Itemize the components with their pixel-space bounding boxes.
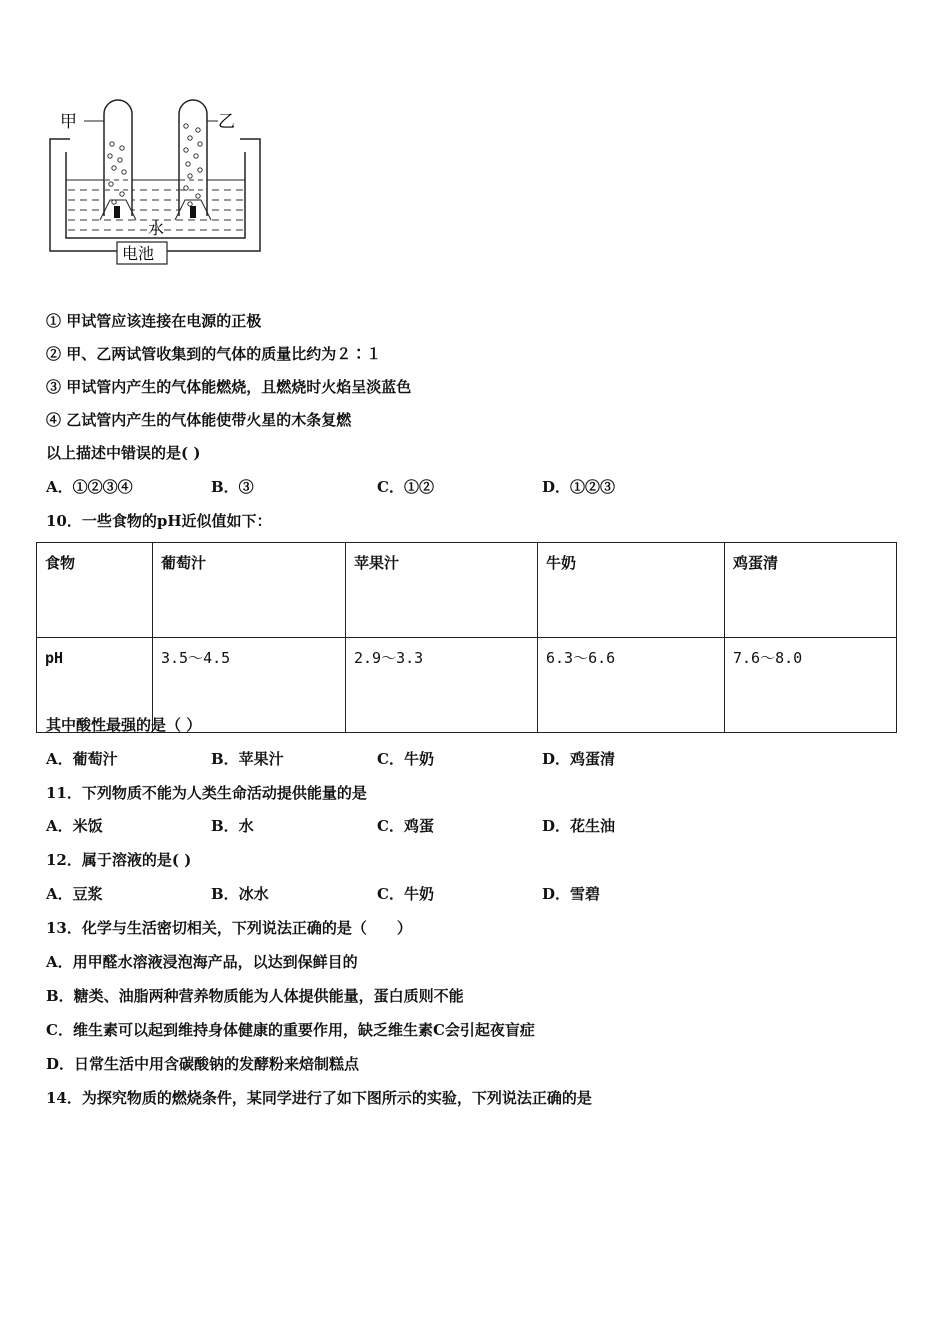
q10-option-b: B．苹果汁 [211, 750, 284, 768]
table-cell: 2.9～3.3 [346, 638, 538, 733]
test-tube-yi [179, 100, 207, 216]
table-cell: 葡萄汁 [153, 543, 346, 638]
table-cell: 苹果汁 [346, 543, 538, 638]
table-header-row [37, 543, 897, 638]
statement-4: ④ 乙试管内产生的气体能使带火星的木条复燃 [46, 411, 352, 429]
q12-title: 12．属于溶液的是( ) [46, 851, 192, 869]
statement-3: ③ 甲试管内产生的气体能燃烧，且燃烧时火焰呈淡蓝色 [46, 378, 412, 396]
label-water: 水 [148, 219, 165, 238]
q11-option-b: B．水 [211, 817, 254, 835]
q12-option-a: A．豆浆 [46, 885, 103, 903]
q10-option-d: D．鸡蛋清 [542, 750, 616, 768]
statement-2: ② 甲、乙两试管收集到的气体的质量比约为２∶１ [46, 345, 382, 363]
table-cell: 食物 [37, 543, 153, 638]
q14-title: 14．为探究物质的燃烧条件，某同学进行了如下图所示的实验，下列说法正确的是 [46, 1089, 592, 1107]
q12-option-b: B．冰水 [211, 885, 269, 903]
table-cell: 7.6～8.0 [725, 638, 897, 733]
q10-title: 10．一些食物的pH近似值如下： [46, 512, 272, 530]
electrode-jia [114, 206, 120, 218]
q11-title: 11．下列物质不能为人类生命活动提供能量的是 [46, 784, 367, 802]
table-cell: 3.5～4.5 [153, 638, 346, 733]
q13-title: 13．化学与生活密切相关，下列说法正确的是（ ） [46, 919, 412, 937]
q11-option-a: A．米饭 [46, 817, 103, 835]
table-cell: pH [37, 638, 153, 733]
statement-1: ① 甲试管应该连接在电源的正极 [46, 312, 262, 330]
label-battery: 电池 [122, 244, 155, 263]
q9-option-c: C．①② [377, 478, 434, 496]
q10-option-c: C．牛奶 [377, 750, 434, 768]
q13-option-a: A．用甲醛水溶液浸泡海产品，以达到保鲜目的 [46, 953, 358, 971]
label-jia: 甲 [60, 112, 77, 132]
q11-option-c: C．鸡蛋 [377, 817, 434, 835]
table-cell: 鸡蛋清 [725, 543, 897, 638]
q12-option-d: D．雪碧 [542, 885, 601, 903]
table-cell: 牛奶 [538, 543, 725, 638]
q13-option-d: D．日常生活中用含碳酸钠的发酵粉来焙制糕点 [46, 1055, 360, 1073]
table-cell: 6.3～6.6 [538, 638, 725, 733]
q9-prompt: 以上描述中错误的是( ) [46, 444, 201, 462]
q13-option-c: C．维生素可以起到维持身体健康的重要作用，缺乏维生素C会引起夜盲症 [46, 1021, 535, 1039]
label-yi: 乙 [218, 112, 235, 132]
q13-option-b: B．糖类、油脂两种营养物质能为人体提供能量，蛋白质则不能 [46, 987, 464, 1005]
q9-option-b: B．③ [211, 478, 254, 496]
ph-table [36, 542, 897, 733]
q12-option-c: C．牛奶 [377, 885, 434, 903]
test-tube-jia [104, 100, 132, 216]
q10-option-a: A．葡萄汁 [46, 750, 118, 768]
q9-option-d: D．①②③ [542, 478, 616, 496]
q10-prompt: 其中酸性最强的是（ ） [46, 716, 202, 734]
q9-option-a: A．①②③④ [46, 478, 133, 496]
electrode-yi [190, 206, 196, 218]
electrolysis-diagram [40, 96, 280, 271]
q11-option-d: D．花生油 [542, 817, 616, 835]
